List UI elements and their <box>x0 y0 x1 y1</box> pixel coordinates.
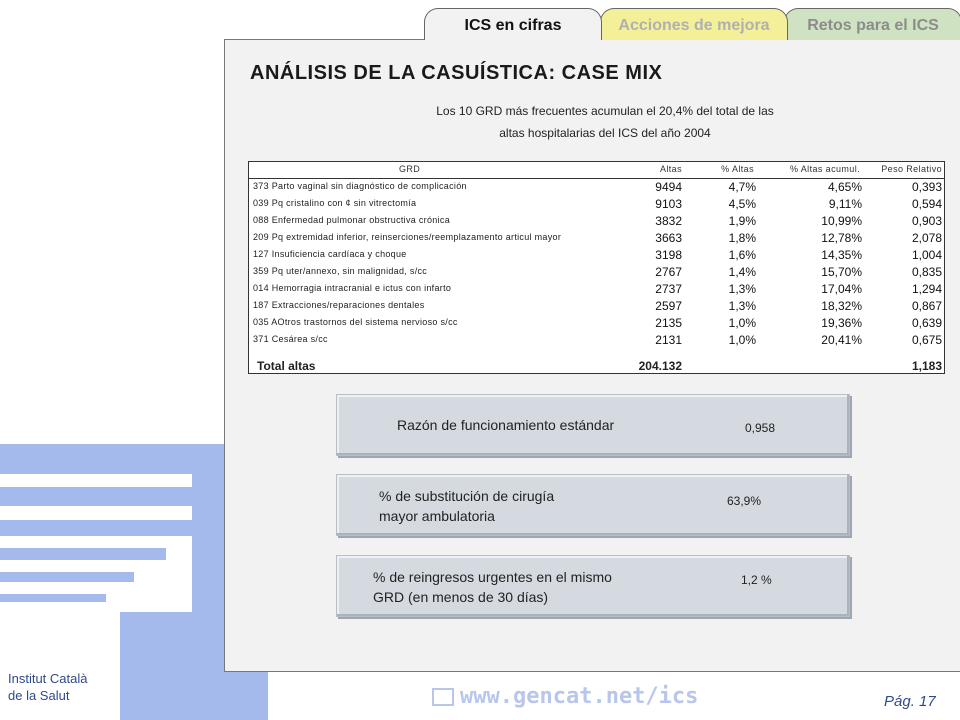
cell-grd: 209 Pq extremidad inferior, reinserciones/reemplazamento articul mayor <box>253 232 562 242</box>
logo-stripe-6 <box>0 594 106 602</box>
cell-pct: 1,9% <box>728 214 756 228</box>
cell-pct: 1,8% <box>728 231 756 245</box>
indicator-value: 0,958 <box>745 421 776 435</box>
logo-stripe-1 <box>0 444 224 474</box>
org-name-line2: de la Salut <box>8 688 70 703</box>
header-pct-altas: % Altas <box>721 164 754 174</box>
indicator-value: 1,2 % <box>741 573 772 587</box>
cell-peso: 0,903 <box>911 214 942 228</box>
cell-pct: 1,4% <box>728 265 756 279</box>
indicator-label-line1: % de reingresos urgentes en el mismo <box>373 569 612 585</box>
indicator-label-line1: % de substitución de cirugía <box>379 488 555 504</box>
cell-peso: 0,639 <box>911 316 942 330</box>
page-number: Pág. 17 <box>884 693 936 710</box>
table-row <box>249 332 944 349</box>
org-name-line1: Institut Català <box>8 671 88 686</box>
cell-altas: 2737 <box>655 282 682 296</box>
header-altas: Altas <box>659 164 682 174</box>
cell-acum: 14,35% <box>821 248 862 262</box>
table-row <box>249 247 944 264</box>
indicator-box-cma <box>336 474 850 536</box>
cell-acum: 15,70% <box>821 265 862 279</box>
cell-grd: 127 Insuficiencia cardíaca y choque <box>253 249 407 259</box>
logo-vertical-left <box>192 444 224 620</box>
cell-peso: 0,393 <box>911 180 942 194</box>
cell-acum: 17,04% <box>821 282 862 296</box>
logo-stripe-2 <box>0 487 222 506</box>
grd-table <box>248 161 945 374</box>
cell-pct: 1,3% <box>728 299 756 313</box>
cell-acum: 20,41% <box>821 333 862 347</box>
cell-acum: 4,65% <box>827 180 862 194</box>
tab-ics-en-cifras[interactable]: ICS en cifras <box>424 8 602 40</box>
cell-altas: 2767 <box>655 265 682 279</box>
org-name <box>8 670 88 704</box>
table-header <box>249 162 944 179</box>
table-row <box>249 213 944 230</box>
cell-peso: 1,004 <box>911 248 942 262</box>
cell-grd: 187 Extracciones/reparaciones dentales <box>253 300 425 310</box>
subtitle-line-2: altas hospitalarias del ICS del año 2004 <box>499 126 711 140</box>
cell-grd: 359 Pq uter/annexo, sin malignidad, s/cc <box>253 266 428 276</box>
header-grd: GRD <box>399 164 421 174</box>
cell-altas: 3663 <box>655 231 682 245</box>
cell-grd: 035 AOtros trastornos del sistema nervioso s/cc <box>253 317 458 327</box>
cell-altas: 9103 <box>655 197 682 211</box>
tab-retos[interactable]: Retos para el ICS <box>784 8 960 40</box>
indicator-label-line2: GRD (en menos de 30 días) <box>373 589 549 605</box>
cell-acum: 12,78% <box>821 231 862 245</box>
indicator-label: Razón de funcionamiento estándar <box>397 417 615 433</box>
cell-acum: 19,36% <box>821 316 862 330</box>
table-row <box>249 196 944 213</box>
cell-peso: 2,078 <box>911 231 942 245</box>
logo-stripe-3 <box>0 520 194 536</box>
table-row <box>249 230 944 247</box>
table-row <box>249 298 944 315</box>
cell-grd: 371 Cesárea s/cc <box>253 334 328 344</box>
total-value: 204.132 <box>638 359 682 373</box>
cell-altas: 2135 <box>655 316 682 330</box>
cell-peso: 0,594 <box>911 197 942 211</box>
cell-acum: 10,99% <box>821 214 862 228</box>
subtitle-line-1: Los 10 GRD más frecuentes acumulan el 20,4% del total de las <box>436 104 774 118</box>
cell-altas: 3198 <box>655 248 682 262</box>
cell-grd: 039 Pq cristalino con ¢ sin vitrectomía <box>253 198 417 208</box>
total-peso: 1,183 <box>911 359 942 373</box>
cell-pct: 1,3% <box>728 282 756 296</box>
cell-acum: 18,32% <box>821 299 862 313</box>
website-link[interactable]: www.gencat.net/ics <box>460 684 699 709</box>
table-row <box>249 315 944 332</box>
cell-acum: 9,11% <box>828 197 862 211</box>
indicator-box-ratio <box>336 394 850 456</box>
website-icon <box>432 688 454 706</box>
cell-pct: 1,0% <box>728 333 756 347</box>
cell-altas: 9494 <box>655 180 682 194</box>
cell-pct: 1,6% <box>728 248 756 262</box>
indicator-value: 63,9% <box>727 494 762 508</box>
cell-pct: 4,5% <box>728 197 756 211</box>
cell-peso: 0,867 <box>911 299 942 313</box>
cell-peso: 0,675 <box>911 333 942 347</box>
cell-altas: 2131 <box>655 333 682 347</box>
cell-altas: 3832 <box>655 214 682 228</box>
table-row <box>249 179 944 196</box>
logo-stripe-4 <box>0 548 166 560</box>
cell-grd: 088 Enfermedad pulmonar obstructiva crónica <box>253 215 450 225</box>
cell-grd: 014 Hemorragia intracranial e ictus con infarto <box>253 283 452 293</box>
header-pct-acumul: % Altas acumul. <box>789 164 860 174</box>
cell-peso: 1,294 <box>911 282 942 296</box>
table-row <box>249 281 944 298</box>
cell-grd: 373 Parto vaginal sin diagnóstico de complicación <box>253 181 467 191</box>
header-peso-relativo: Peso Relativo <box>881 164 942 174</box>
total-label: Total altas <box>257 359 316 373</box>
indicator-box-reingresos <box>336 555 850 617</box>
page-title: ANÁLISIS DE LA CASUÍSTICA: CASE MIX <box>250 62 663 84</box>
cell-altas: 2597 <box>655 299 682 313</box>
logo-stripe-5 <box>0 572 134 582</box>
tab-acciones[interactable]: Acciones de mejora <box>600 8 788 40</box>
table-row <box>249 264 944 281</box>
indicator-label-line2: mayor ambulatoria <box>379 508 495 524</box>
cell-pct: 4,7% <box>728 180 756 194</box>
cell-peso: 0,835 <box>911 265 942 279</box>
cell-pct: 1,0% <box>728 316 756 330</box>
